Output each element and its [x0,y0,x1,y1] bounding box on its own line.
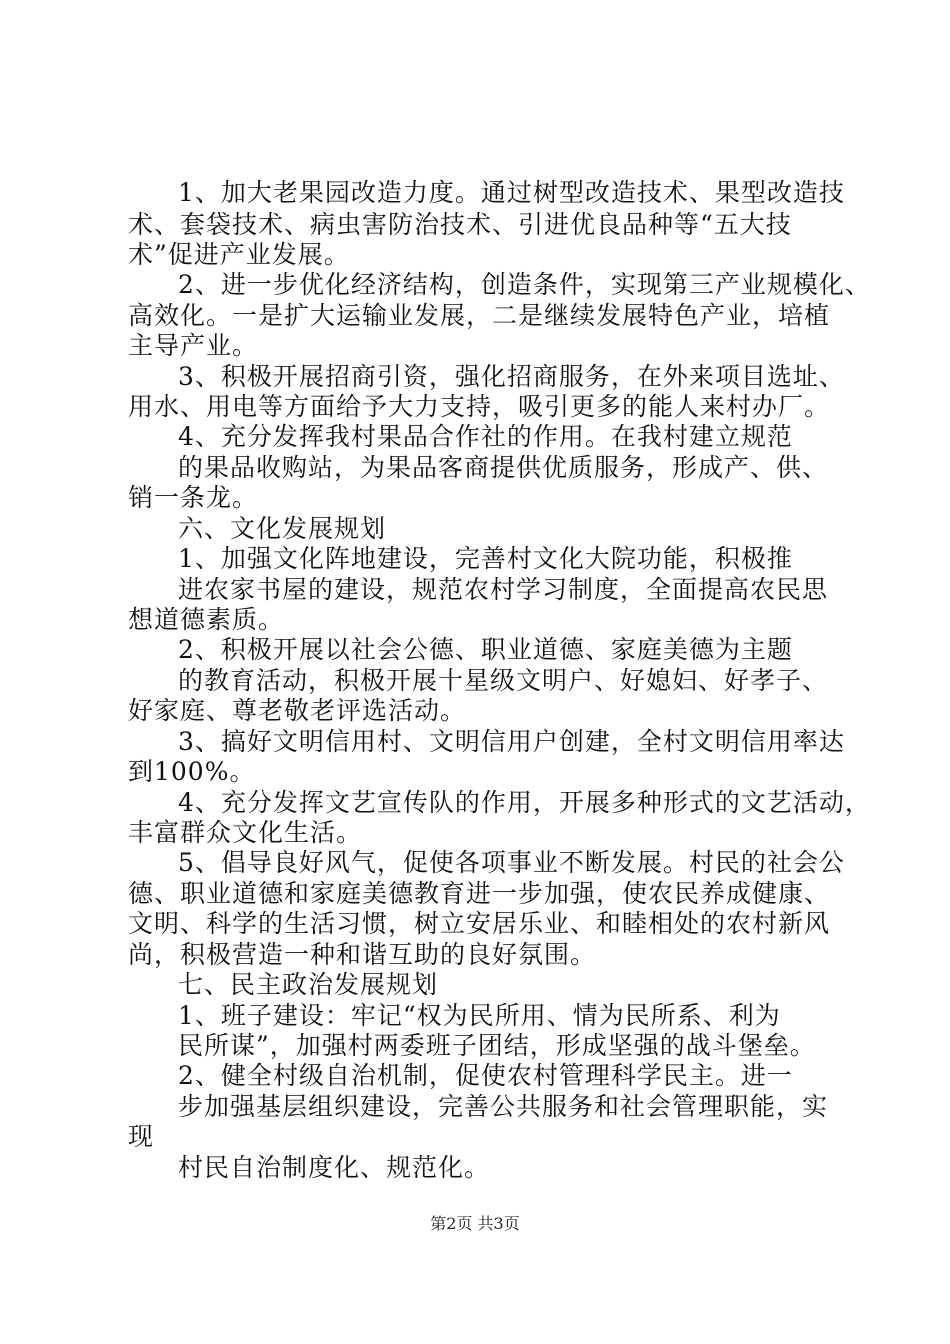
text-line: 进农家书屋的建设，规范农村学习制度，全面提高农民思 [178,575,829,604]
text-line: 销一条龙。 [128,483,259,512]
text-line: 高效化。一是扩大运输业发展，二是继续发展特色产业，培植 [128,301,831,330]
section-heading: 六、文化发展规划 [178,514,387,543]
text-line: 用水、用电等方面给予大力支持，吸引更多的能人来村办厂。 [128,392,831,421]
text-line: 2、健全村级自治机制，促使农村管理科学民主。进一 [178,1061,793,1090]
text-line: 到100%。 [128,757,256,786]
text-line: 3、搞好文明信用村、文明信用户创建，全村文明信用率达 [178,727,845,756]
text-line: 术”促进产业发展。 [128,240,350,269]
text-line: 1、加强文化阵地建设，完善村文化大院功能，积极推 [178,544,793,573]
text-line: 4、充分发挥文艺宣传队的作用，开展多种形式的文艺活动， [178,788,871,817]
text-line: 好家庭、尊老敬老评选活动。 [128,696,467,725]
text-line: 术、套袋技术、病虫害防治技术、引进优良品种等“五大技 [128,210,792,239]
text-line: 德、职业道德和家庭美德教育进一步加强，使农民养成健康、 [128,879,831,908]
text-line: 尚，积极营造一种和谐互助的良好氛围。 [128,940,597,969]
text-line: 民所谋”，加强村两委班子团结，形成坚强的战斗堡垒。 [178,1031,816,1060]
text-line: 5、倡导良好风气，促使各项事业不断发展。村民的社会公 [178,848,845,877]
text-line: 村民自治制度化、规范化。 [178,1153,491,1182]
text-line: 主导产业。 [128,331,259,360]
section-heading: 七、民主政治发展规划 [178,970,439,999]
text-line: 2、积极开展以社会公德、职业道德、家庭美德为主题 [178,635,793,664]
page-footer: 第2页 共3页 [430,1214,520,1233]
text-line: 想道德素质。 [128,605,285,634]
text-line: 2、进一步优化经济结构，创造条件，实现第三产业规模化、 [178,270,871,299]
text-line: 1、班子建设：牢记“权为民所用、情为民所系、利为 [178,1001,781,1030]
text-line: 文明、科学的生活习惯，树立安居乐业、和睦相处的农村新风 [128,909,831,938]
text-line: 步加强基层组织建设，完善公共服务和社会管理职能，实 [178,1092,829,1121]
text-line: 现 [128,1122,155,1151]
text-line: 3、积极开展招商引资，强化招商服务，在外来项目选址、 [178,362,845,391]
text-line: 4、充分发挥我村果品合作社的作用。在我村建立规范 [178,422,793,451]
text-line: 的教育活动，积极开展十星级文明户、好媳妇、好孝子、 [178,666,829,695]
text-line: 丰富群众文化生活。 [128,818,363,847]
text-line: 的果品收购站，为果品客商提供优质服务，形成产、供、 [178,453,829,482]
text-line: 1、加大老果园改造力度。通过树型改造技术、果型改造技 [178,178,845,207]
